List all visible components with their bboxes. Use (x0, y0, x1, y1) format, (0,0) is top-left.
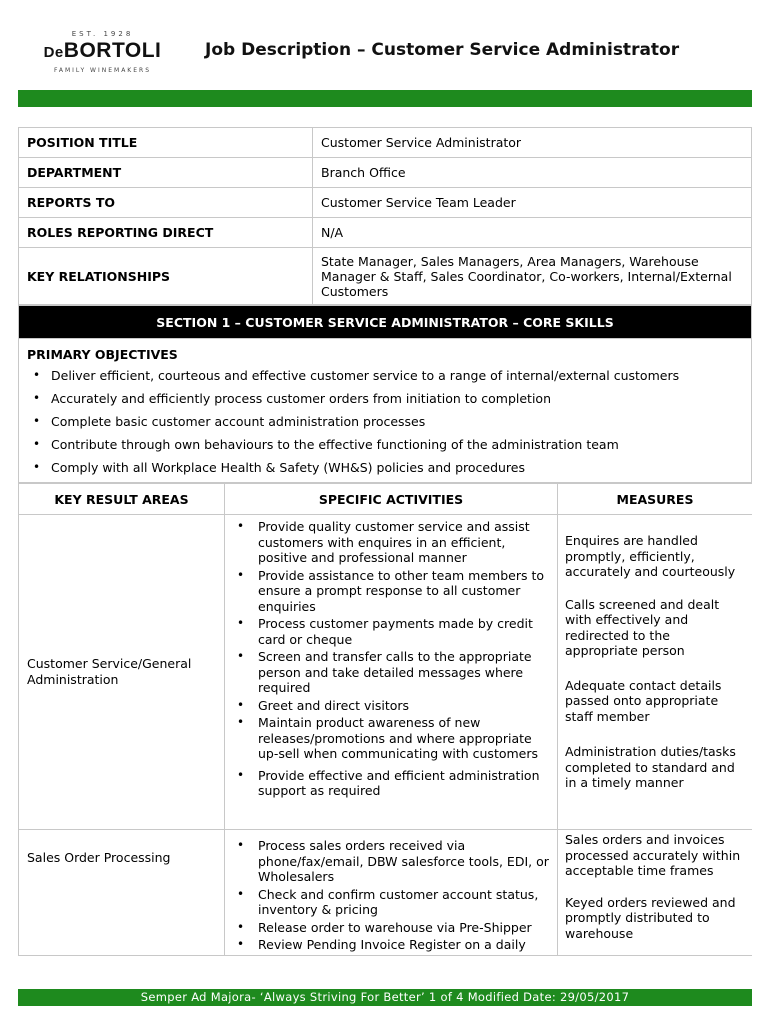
table-row (19, 830, 753, 956)
logo-brand-de: De (43, 44, 64, 61)
logo-brand (30, 40, 175, 64)
activity-item: • Provide assistance to other team members to ensure a prompt response to all customer enquiries (231, 568, 551, 615)
company-logo (30, 30, 175, 74)
activities-list (231, 838, 551, 953)
kra-cell: Sales Order Processing (19, 830, 225, 956)
activity-item: • Release order to warehouse via Pre-Shipper (231, 920, 551, 936)
logo-brand-name: BORTOLI (63, 39, 162, 62)
activity-item: • Process customer payments made by credit card or cheque (231, 616, 551, 647)
info-row (19, 128, 752, 158)
info-row (19, 158, 752, 188)
activity-item: • Screen and transfer calls to the appropriate person and take detailed messages where required (231, 649, 551, 696)
kra-cell: Customer Service/General Administration (19, 515, 225, 830)
activity-item: • Check and confirm customer account status, inventory & pricing (231, 887, 551, 918)
position-info-table (18, 127, 752, 305)
activities-cell (225, 830, 558, 956)
info-label: POSITION TITLE (19, 128, 313, 158)
info-value: Branch Office (313, 158, 752, 188)
objectives-list (27, 364, 743, 479)
info-label: ROLES REPORTING DIRECT (19, 218, 313, 248)
section-heading: SECTION 1 – CUSTOMER SERVICE ADMINISTRATOR – CORE SKILLS (19, 306, 752, 339)
objectives-cell (19, 364, 752, 483)
measure-item: Calls screened and dealt with effectively and redirected to the appropriate person (565, 596, 720, 658)
info-value: N/A (313, 218, 752, 248)
measure-item: Administration duties/tasks completed to standard and in a timely manner (565, 744, 736, 790)
objective-item: • Accurately and efficiently process customer orders from initiation to completion (27, 387, 743, 410)
activity-item: • Review Pending Invoice Register on a daily (231, 937, 551, 953)
logo-est: EST. 1928 (71, 30, 134, 38)
info-label: DEPARTMENT (19, 158, 313, 188)
info-row (19, 188, 752, 218)
column-header-kra: KEY RESULT AREAS (19, 484, 225, 515)
job-description-content (18, 127, 752, 970)
measures-cell (558, 515, 753, 830)
info-value: State Manager, Sales Managers, Area Managers, Warehouse Manager & Staff, Sales Coordinator, Co-workers, Internal/External Customers (313, 248, 752, 305)
measure-item: Keyed orders reviewed and promptly distributed to warehouse (565, 894, 736, 941)
info-value: Customer Service Team Leader (313, 188, 752, 218)
measure-item: Adequate contact details passed onto appropriate staff member (565, 677, 722, 724)
activity-item: • Greet and direct visitors (231, 698, 551, 714)
logo-tagline: FAMILY WINEMAKERS (53, 67, 152, 74)
info-row (19, 218, 752, 248)
table-row (19, 515, 753, 830)
objective-item: • Contribute through own behaviours to the effective functioning of the administration team (27, 433, 743, 456)
objective-item: • Complete basic customer account administration processes (27, 410, 743, 433)
info-label: KEY RELATIONSHIPS (19, 248, 313, 305)
column-header-activities: SPECIFIC ACTIVITIES (225, 484, 558, 515)
header-green-bar (18, 90, 752, 107)
info-label: REPORTS TO (19, 188, 313, 218)
objective-item: • Deliver efficient, courteous and effective customer service to a range of internal/external customers (27, 364, 743, 387)
column-header-measures: MEASURES (558, 484, 753, 515)
measures-cell (558, 830, 753, 956)
key-result-areas-table (18, 483, 752, 956)
objectives-table (18, 305, 752, 483)
activity-item: • Maintain product awareness of new releases/promotions and where appropriate up-sell when communicating with customers (231, 715, 551, 762)
measure-item: Enquires are handled promptly, efficiently, accurately and courteously (565, 533, 736, 579)
info-row (19, 248, 752, 305)
activities-cell (225, 515, 558, 830)
objective-item: • Comply with all Workplace Health & Safety (WH&S) policies and procedures (27, 456, 743, 479)
document-title: Job Description – Customer Service Administrator (205, 40, 680, 60)
page-footer: Semper Ad Majora- ‘Always Striving For Better’ 1 of 4 Modified Date: 29/05/2017 (18, 989, 752, 1006)
measure-item: Sales orders and invoices processed accurately within acceptable time frames (565, 832, 741, 878)
activity-item: • Provide quality customer service and assist customers with enquires in an efficient, positive and professional manner (231, 519, 551, 566)
primary-objectives-heading: PRIMARY OBJECTIVES (19, 339, 752, 365)
table-header-row (19, 484, 753, 515)
activity-item: • Provide effective and efficient administration support as required (231, 768, 551, 799)
info-value: Customer Service Administrator (313, 128, 752, 158)
activities-list (231, 519, 551, 799)
activity-item: • Process sales orders received via phone/fax/email, DBW salesforce tools, EDI, or Wholesalers (231, 838, 551, 885)
